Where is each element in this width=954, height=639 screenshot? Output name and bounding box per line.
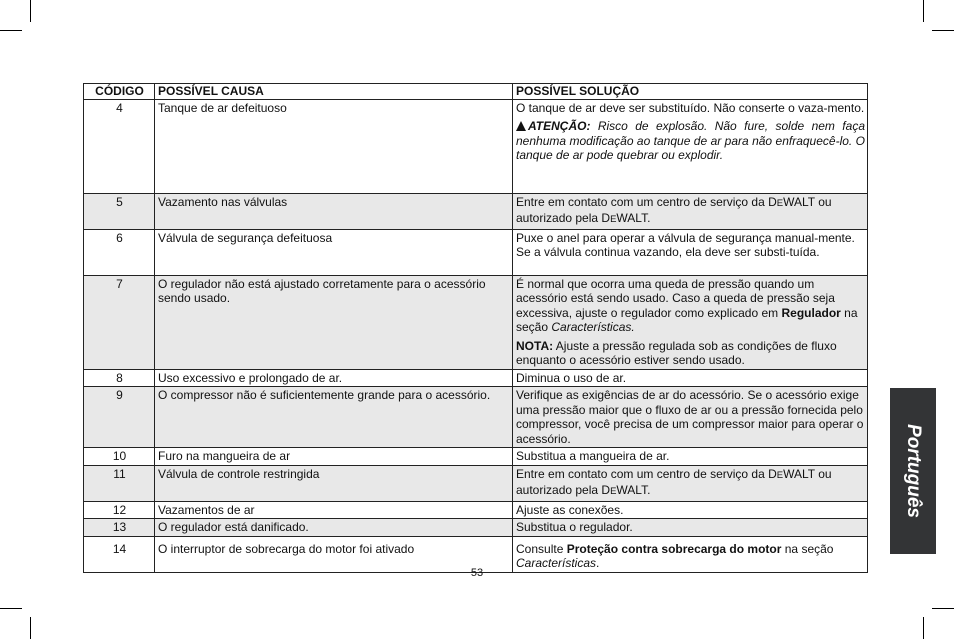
- language-tab-label: Português: [903, 424, 924, 518]
- row-code: 6: [84, 229, 155, 275]
- note-label: NOTA:: [516, 338, 554, 353]
- row-solution: Puxe o anel para operar a válvula de segurança manual-mente. Se a válvula continua vazando, ela deve ser substi-tuída.: [513, 229, 868, 275]
- crop-mark: [923, 0, 924, 22]
- solution-text-smallcaps: E: [610, 214, 617, 225]
- row-solution: Ajuste as conexões.: [513, 501, 868, 519]
- crop-mark: [30, 0, 31, 22]
- table-row: [84, 193, 868, 229]
- crop-mark: [923, 617, 924, 639]
- row-cause: O compressor não é suficientemente grande para o acessório.: [155, 387, 513, 448]
- header-code: CÓDIGO: [84, 84, 155, 100]
- solution-italic-reference: Características: [516, 556, 597, 570]
- row-solution: Diminua o uso de ar.: [513, 369, 868, 387]
- header-solution: POSSÍVEL SOLUÇÃO: [513, 84, 868, 100]
- note-paragraph: [516, 339, 865, 368]
- language-tab: [890, 388, 936, 554]
- solution-text-smallcaps: E: [776, 197, 784, 209]
- row-code: 7: [84, 275, 155, 369]
- row-cause: Válvula de segurança defeituosa: [155, 229, 513, 275]
- row-cause: O regulador não está ajustado corretamente para o acessório sendo usado.: [155, 275, 513, 369]
- solution-text: WALT ou autorizado pela D: [516, 194, 832, 225]
- page-number: 53: [470, 567, 484, 579]
- row-code: 5: [84, 193, 155, 229]
- solution-text: WALT.: [616, 211, 651, 225]
- warning-text: Risco de explosão. Não fure, solde nem faça nenhuma modificação ao tanque de ar para não enfraquecê-lo. O tanque de ar pode quebrar ou explodir.: [516, 119, 865, 162]
- solution-text: É normal que ocorra uma queda de pressão quando um acessório está sendo usado. Caso a queda de pressão seja excessiva, ajuste o regulador como explicado em: [516, 276, 835, 320]
- solution-text: .: [596, 556, 600, 570]
- row-solution: Verifique as exigências de ar do acessório. Se o acessório exige uma pressão maior que o fluxo de ar ou a pressão fornecida pelo compressor, você precisa de um compressor maior para operar o acessório.: [513, 387, 868, 448]
- solution-text: Consulte: [516, 541, 567, 556]
- table-row: [84, 369, 868, 387]
- table-row: [84, 387, 868, 448]
- row-solution: [513, 465, 868, 501]
- row-code: 4: [84, 99, 155, 193]
- table-row: [84, 465, 868, 501]
- table-row: [84, 501, 868, 519]
- row-solution: Substitua a mangueira de ar.: [513, 448, 868, 466]
- row-cause: Vazamentos de ar: [155, 501, 513, 519]
- crop-mark: [30, 617, 31, 639]
- row-cause: O regulador está danificado.: [155, 519, 513, 537]
- solution-text: WALT ou autorizado pela D: [516, 466, 832, 497]
- row-cause: Tanque de ar defeituoso: [155, 99, 513, 193]
- warning-label: ATENÇÃO:: [528, 119, 591, 133]
- warning-triangle-icon: [516, 121, 526, 131]
- row-cause: Válvula de controle restringida: [155, 465, 513, 501]
- row-cause: O interruptor de sobrecarga do motor foi ativado: [155, 536, 513, 572]
- table-row: [84, 229, 868, 275]
- solution-bold-reference: Regulador: [781, 305, 841, 320]
- row-code: 10: [84, 448, 155, 466]
- table-row: [84, 448, 868, 466]
- warning-paragraph: [516, 119, 865, 163]
- troubleshooting-table: [83, 83, 868, 573]
- note-text: Ajuste a pressão regulada sob as condições de fluxo enquanto o acessório estiver sendo usado.: [516, 338, 837, 367]
- row-solution: [513, 275, 868, 369]
- row-code: 13: [84, 519, 155, 537]
- solution-text: Entre em contato com um centro de serviço da D: [516, 194, 777, 209]
- table-row: [84, 99, 868, 193]
- table-row: [84, 275, 868, 369]
- row-cause: Vazamento nas válvulas: [155, 193, 513, 229]
- header-cause: POSSÍVEL CAUSA: [155, 84, 513, 100]
- row-cause: Furo na mangueira de ar: [155, 448, 513, 466]
- solution-text: na seção: [781, 541, 834, 556]
- row-solution: Substitua o regulador.: [513, 519, 868, 537]
- crop-mark: [0, 608, 22, 609]
- solution-bold-reference: Proteção contra sobrecarga do motor: [566, 541, 782, 556]
- row-code: 8: [84, 369, 155, 387]
- solution-text-smallcaps: E: [776, 469, 784, 481]
- solution-text: Entre em contato com um centro de serviço da D: [516, 466, 777, 481]
- table-row: [84, 519, 868, 537]
- row-cause: Uso excessivo e prolongado de ar.: [155, 369, 513, 387]
- row-code: 14: [84, 536, 155, 572]
- crop-mark: [0, 30, 22, 31]
- row-solution: [513, 99, 868, 193]
- crop-mark: [932, 608, 954, 609]
- table-header-row: [84, 84, 868, 100]
- row-code: 12: [84, 501, 155, 519]
- solution-text: na seção: [516, 305, 858, 334]
- solution-text: O tanque de ar deve ser substituído. Não conserte o vaza-mento.: [516, 100, 865, 115]
- row-solution: [513, 193, 868, 229]
- crop-mark: [932, 30, 954, 31]
- solution-italic-reference: Características.: [551, 320, 635, 334]
- row-code: 9: [84, 387, 155, 448]
- solution-paragraph: [516, 277, 865, 335]
- row-code: 11: [84, 465, 155, 501]
- solution-text: WALT.: [616, 483, 651, 497]
- solution-text-smallcaps: E: [610, 486, 617, 497]
